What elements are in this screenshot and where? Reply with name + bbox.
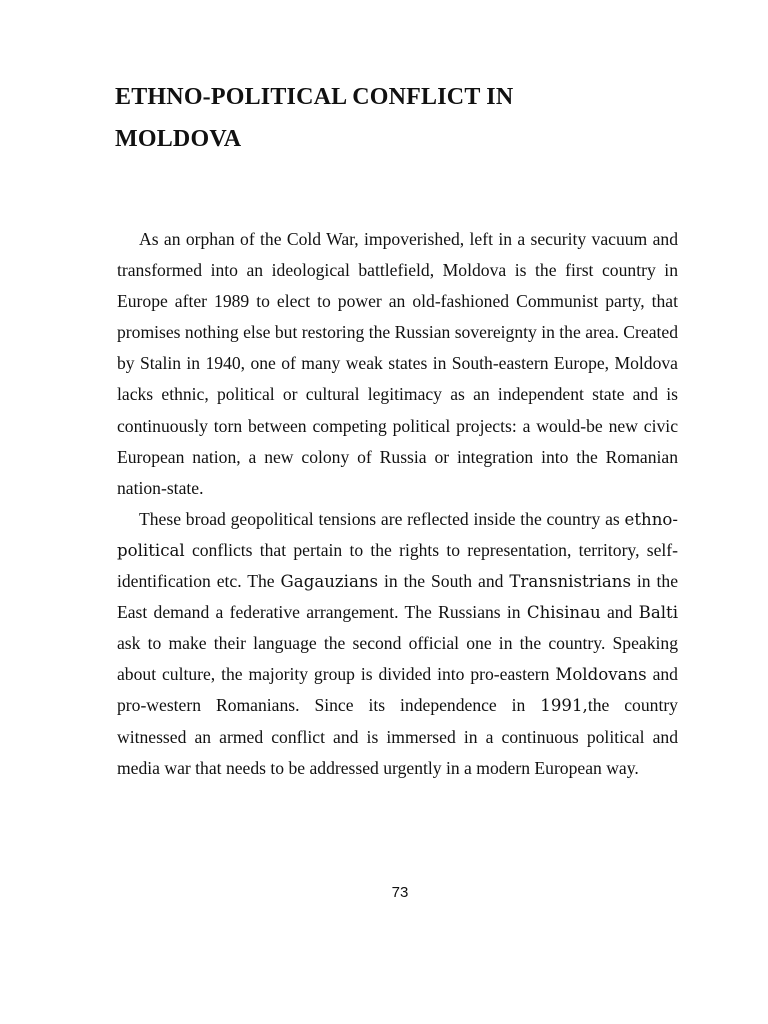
term-balti: Balti (638, 603, 679, 623)
paragraph-2-text: in the South and (383, 571, 504, 592)
body-text (117, 224, 678, 784)
term-transnistrians: Transnistrians (509, 572, 631, 592)
paragraph-2-text: conflicts that pertain to the rights to representation, territory, self-identification etc. The (117, 539, 678, 592)
paragraph-1: As an orphan of the Cold War, impoverished, left in a security vacuum and transformed into an ideological battlefield, Moldova is the first country in Europe after 1989 to elect to power an old-fashioned Communist party, that promises nothing else but restoring the Russian sovereignty in the area. Created by Stalin in 1940, one of many weak states in South-eastern Europe, Moldova lacks ethnic, political or cultural legitimacy as an independent state and is continuously torn between competing political projects: a would-be new civic European nation, a new colony of Russia or integration into the Romanian nation-state. (117, 229, 678, 498)
paragraph-2 (117, 504, 678, 784)
paragraph-2-text: and pro-western Romanians. Since its independence in (117, 664, 678, 716)
term-ethno-political: ethno-political (117, 509, 678, 560)
term-gagauzians: Gagauzians (280, 572, 379, 592)
chapter-title-line-1: ETHNO-POLITICAL CONFLICT IN (115, 84, 514, 110)
paragraph-2-text: the country witnessed an armed conflict and is immersed in a continuous political and media war that needs to be addressed urgently in a modern European way. (117, 695, 678, 778)
term-moldovans: Moldovans (555, 665, 647, 685)
paragraph-2-text: in the East demand a federative arrangement. The Russians in (117, 571, 679, 623)
term-1991: 1991, (540, 696, 588, 716)
chapter-title-line-2: MOLDOVA (115, 126, 242, 152)
term-chisinau: Chisinau (526, 603, 601, 623)
paragraph-2-text: and (606, 602, 633, 623)
chapter-title (115, 76, 675, 160)
page-number: 73 (391, 884, 409, 901)
paragraph-2-text: These broad geopolitical tensions are reflected inside the country as (139, 508, 620, 529)
paragraph-2-text: ask to make their language the second official one in the country. Speaking about culture, the majority group is divided into pro-eastern (117, 633, 678, 685)
